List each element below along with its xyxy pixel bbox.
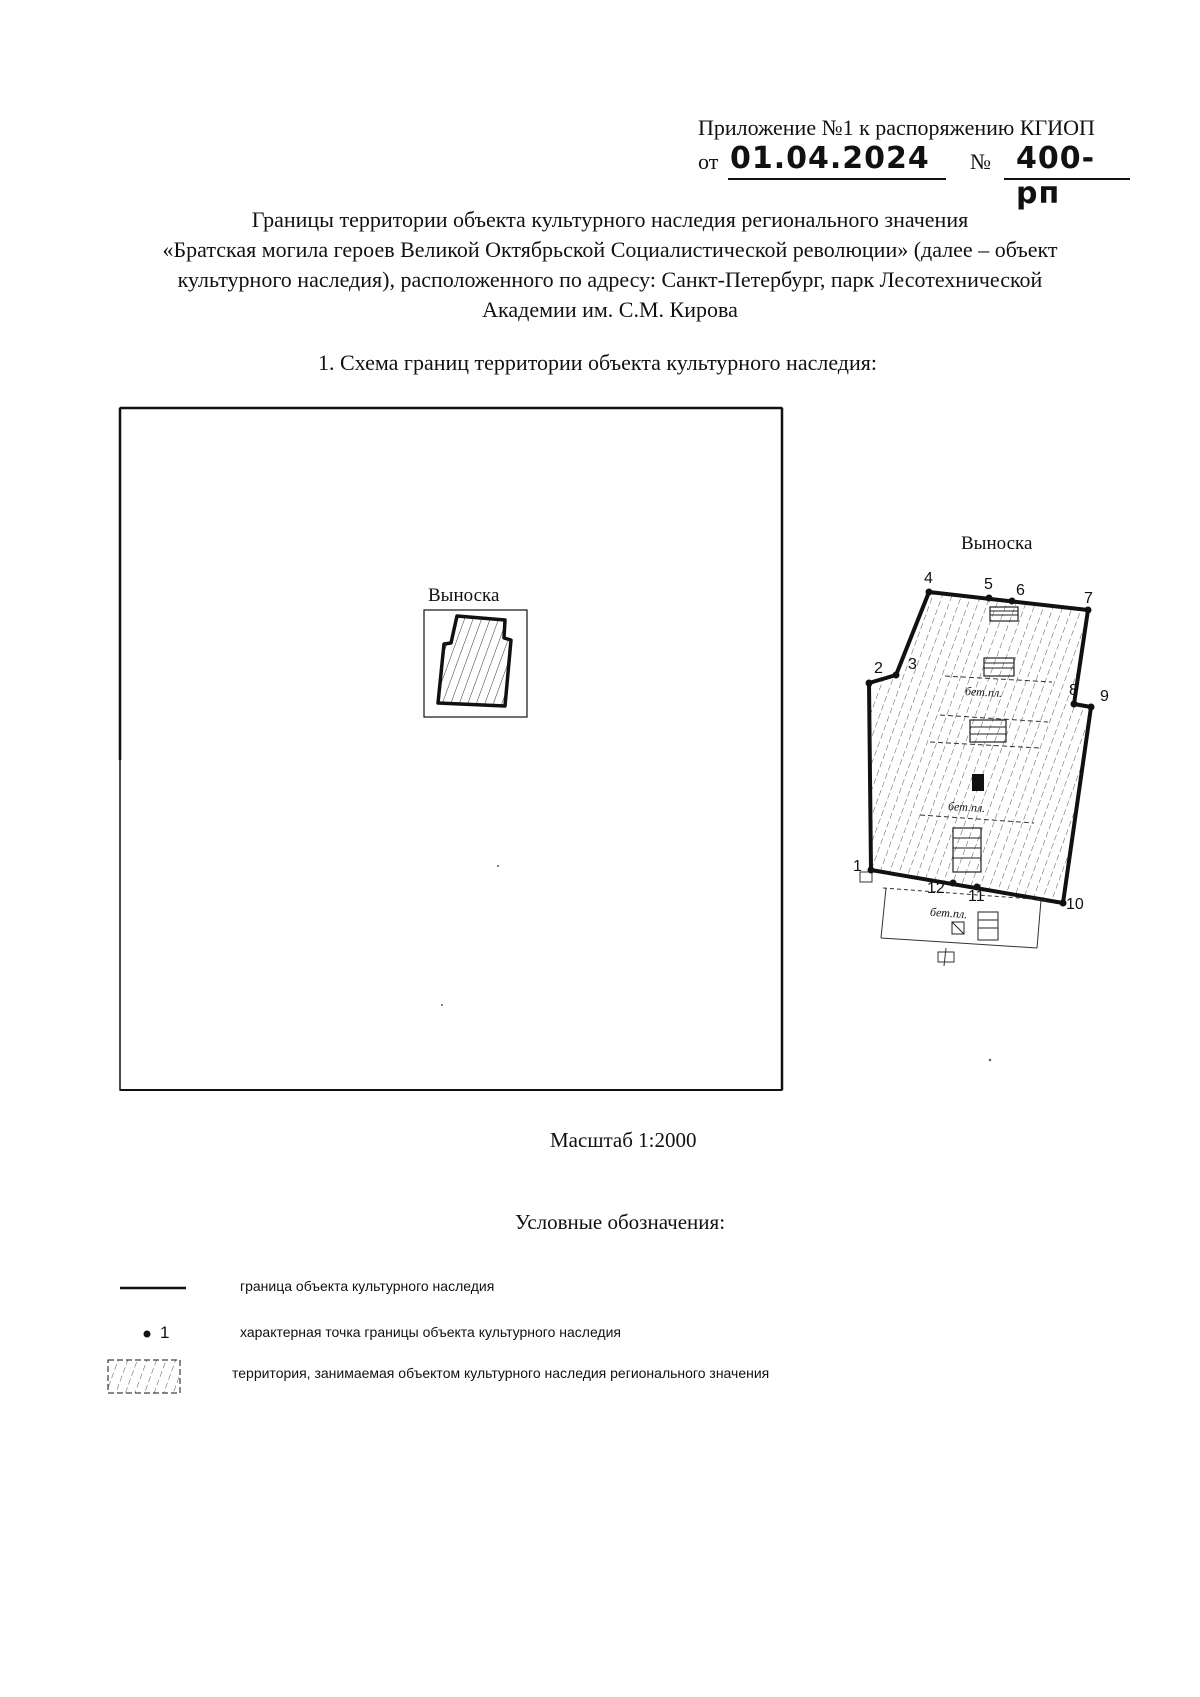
legend-point-text: характерная точка границы объекта культурного наследия bbox=[240, 1324, 621, 1340]
object-footprint-map bbox=[438, 616, 511, 706]
legend-hatch-symbol bbox=[108, 1360, 180, 1393]
title-line-3: культурного наследия), расположенного по адресу: Санкт-Петербург, парк Лесотехнической bbox=[177, 267, 1043, 292]
point-label-4: 4 bbox=[924, 570, 933, 587]
map-scale: Масштаб 1:2000 bbox=[550, 1128, 697, 1152]
inset-plan bbox=[860, 592, 1091, 966]
annotation-concrete-pad-2: бет.пл. bbox=[947, 799, 986, 815]
point-label-12: 12 bbox=[927, 880, 945, 897]
title-line-1: Границы территории объекта культурного наследия регионального значения bbox=[251, 207, 969, 232]
legend-boundary-text: граница объекта культурного наследия bbox=[240, 1278, 495, 1294]
title-line-4: Академии им. С.М. Кирова bbox=[482, 297, 738, 322]
title-line-2: «Братская могила героев Великой Октябрьской Социалистической революции» (далее – объект bbox=[162, 237, 1058, 262]
callout-label: Выноска bbox=[428, 585, 500, 606]
map-frame bbox=[120, 408, 782, 1090]
order-number: 400-рп bbox=[1016, 141, 1096, 211]
point-label-10: 10 bbox=[1066, 896, 1084, 913]
legend-point-symbol bbox=[144, 1331, 151, 1338]
inset-boundary bbox=[869, 592, 1091, 903]
monument-marker bbox=[972, 774, 984, 791]
point-label-7: 7 bbox=[1084, 590, 1093, 607]
point-label-11: 11 bbox=[968, 888, 985, 905]
point-label-1: 1 bbox=[853, 858, 862, 875]
annotation-concrete-pad-1: бет.пл. bbox=[964, 684, 1003, 700]
section-1-heading: 1. Схема границ территории объекта культурного наследия: bbox=[318, 350, 878, 375]
order-date: 01.04.2024 bbox=[730, 141, 930, 176]
point-label-2: 2 bbox=[874, 660, 883, 677]
annotation-concrete-pad-3: бет.пл. bbox=[929, 904, 968, 922]
point-label-8: 8 bbox=[1069, 682, 1078, 699]
from-prefix: от bbox=[698, 149, 719, 174]
point-label-6: 6 bbox=[1016, 582, 1025, 599]
inset-label: Выноска bbox=[961, 533, 1033, 554]
legend-point-number: 1 bbox=[160, 1323, 170, 1342]
point-label-9: 9 bbox=[1100, 688, 1109, 705]
appendix-heading: Приложение №1 к распоряжению КГИОП bbox=[698, 115, 1095, 140]
point-label-3: 3 bbox=[908, 656, 917, 673]
number-prefix: № bbox=[970, 149, 991, 174]
legend-territory-text: территория, занимаемая объектом культурного наследия регионального значения bbox=[232, 1365, 770, 1381]
legend-title: Условные обозначения: bbox=[515, 1210, 726, 1234]
point-label-5: 5 bbox=[984, 576, 993, 593]
